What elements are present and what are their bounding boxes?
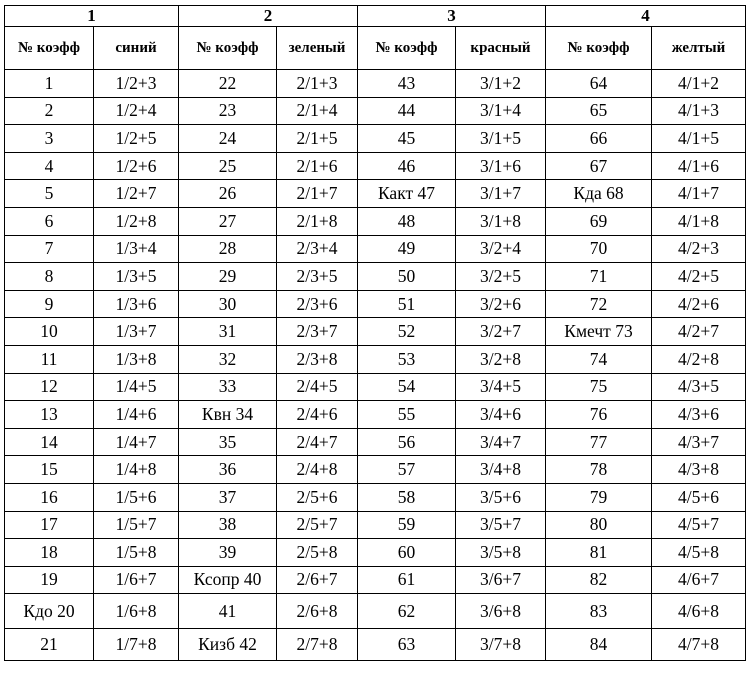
color-combination-cell: 3/5+6 <box>456 483 546 511</box>
color-combination-cell: 2/6+8 <box>277 594 358 629</box>
color-combination-cell: 4/2+8 <box>652 345 746 373</box>
color-combination-cell: 2/1+4 <box>277 97 358 125</box>
coef-number-cell: 37 <box>179 483 277 511</box>
color-combination-cell: 2/3+7 <box>277 318 358 346</box>
coef-number-cell: 25 <box>179 152 277 180</box>
coef-number-cell: 41 <box>179 594 277 629</box>
color-combination-cell: 1/2+8 <box>94 207 179 235</box>
coef-number-cell: 52 <box>358 318 456 346</box>
color-combination-cell: 2/4+8 <box>277 456 358 484</box>
color-combination-cell: 1/3+5 <box>94 263 179 291</box>
group-header: 1 <box>5 6 179 27</box>
table-row <box>5 180 746 208</box>
table-row <box>5 152 746 180</box>
color-combination-cell: 2/4+6 <box>277 401 358 429</box>
color-combination-cell: 3/1+8 <box>456 207 546 235</box>
coef-number-cell: 33 <box>179 373 277 401</box>
coef-number-cell: 13 <box>5 401 94 429</box>
coef-number-cell: 7 <box>5 235 94 263</box>
coef-number-cell: 80 <box>546 511 652 539</box>
coef-number-cell: 69 <box>546 207 652 235</box>
coef-number-cell: 31 <box>179 318 277 346</box>
table-row <box>5 483 746 511</box>
group-header: 4 <box>546 6 746 27</box>
color-combination-cell: 2/4+7 <box>277 428 358 456</box>
color-combination-cell: 1/2+6 <box>94 152 179 180</box>
color-combination-cell: 2/1+5 <box>277 125 358 153</box>
coef-number-cell: 64 <box>546 70 652 98</box>
coef-number-cell: 19 <box>5 566 94 594</box>
coef-number-cell: 45 <box>358 125 456 153</box>
coef-number-cell: 1 <box>5 70 94 98</box>
color-combination-cell: 1/3+6 <box>94 290 179 318</box>
table-row <box>5 511 746 539</box>
table-row <box>5 594 746 629</box>
coef-number-cell: 46 <box>358 152 456 180</box>
color-combination-cell: 4/2+5 <box>652 263 746 291</box>
coef-number-cell: 71 <box>546 263 652 291</box>
coef-number-cell: 81 <box>546 539 652 567</box>
coef-number-cell: Квн 34 <box>179 401 277 429</box>
table-row <box>5 97 746 125</box>
color-combination-cell: 2/1+6 <box>277 152 358 180</box>
coef-number-cell: 29 <box>179 263 277 291</box>
color-combination-cell: 2/4+5 <box>277 373 358 401</box>
column-header: № коэфф <box>5 27 94 70</box>
group-header: 3 <box>358 6 546 27</box>
coef-number-cell: 61 <box>358 566 456 594</box>
color-combination-cell: 4/5+6 <box>652 483 746 511</box>
color-combination-cell: 4/1+7 <box>652 180 746 208</box>
coef-number-cell: 53 <box>358 345 456 373</box>
color-combination-cell: 1/5+8 <box>94 539 179 567</box>
column-header: синий <box>94 27 179 70</box>
color-combination-cell: 3/4+5 <box>456 373 546 401</box>
coef-number-cell: 72 <box>546 290 652 318</box>
coef-number-cell: 84 <box>546 629 652 661</box>
color-combination-cell: 4/3+6 <box>652 401 746 429</box>
coef-number-cell: 28 <box>179 235 277 263</box>
coef-number-cell: 35 <box>179 428 277 456</box>
color-combination-cell: 4/1+3 <box>652 97 746 125</box>
coef-number-cell: 4 <box>5 152 94 180</box>
color-combination-cell: 4/1+5 <box>652 125 746 153</box>
table-row <box>5 428 746 456</box>
table-row <box>5 70 746 98</box>
coef-number-cell: 36 <box>179 456 277 484</box>
coef-number-cell: 12 <box>5 373 94 401</box>
color-combination-cell: 3/1+7 <box>456 180 546 208</box>
color-combination-cell: 1/2+4 <box>94 97 179 125</box>
column-header: № коэфф <box>179 27 277 70</box>
column-header-row <box>5 27 746 70</box>
color-combination-cell: 4/1+6 <box>652 152 746 180</box>
coef-number-cell: 27 <box>179 207 277 235</box>
color-combination-cell: 1/4+6 <box>94 401 179 429</box>
coef-number-cell: 67 <box>546 152 652 180</box>
color-combination-cell: 3/4+8 <box>456 456 546 484</box>
color-combination-cell: 3/6+8 <box>456 594 546 629</box>
coef-number-cell: 54 <box>358 373 456 401</box>
coef-number-cell: 48 <box>358 207 456 235</box>
coef-number-cell: 10 <box>5 318 94 346</box>
color-combination-cell: 4/2+3 <box>652 235 746 263</box>
coef-number-cell: Какт 47 <box>358 180 456 208</box>
color-combination-cell: 1/6+8 <box>94 594 179 629</box>
coef-number-cell: 38 <box>179 511 277 539</box>
coef-number-cell: 21 <box>5 629 94 661</box>
color-combination-cell: 4/3+7 <box>652 428 746 456</box>
color-combination-cell: 4/3+5 <box>652 373 746 401</box>
color-combination-cell: 4/2+7 <box>652 318 746 346</box>
table-row <box>5 629 746 661</box>
color-combination-cell: 4/5+7 <box>652 511 746 539</box>
color-combination-cell: 2/5+8 <box>277 539 358 567</box>
color-combination-cell: 1/5+7 <box>94 511 179 539</box>
coef-number-cell: Кда 68 <box>546 180 652 208</box>
coef-number-cell: 58 <box>358 483 456 511</box>
coef-number-cell: 55 <box>358 401 456 429</box>
coefficient-table <box>4 5 746 661</box>
color-combination-cell: 2/3+6 <box>277 290 358 318</box>
color-combination-cell: 1/3+7 <box>94 318 179 346</box>
coef-number-cell: 30 <box>179 290 277 318</box>
column-header: № коэфф <box>358 27 456 70</box>
color-combination-cell: 4/6+8 <box>652 594 746 629</box>
column-header: красный <box>456 27 546 70</box>
color-combination-cell: 4/5+8 <box>652 539 746 567</box>
coef-number-cell: 18 <box>5 539 94 567</box>
color-combination-cell: 4/2+6 <box>652 290 746 318</box>
group-header: 2 <box>179 6 358 27</box>
color-combination-cell: 3/2+8 <box>456 345 546 373</box>
color-combination-cell: 4/1+8 <box>652 207 746 235</box>
color-combination-cell: 4/3+8 <box>652 456 746 484</box>
color-combination-cell: 2/1+8 <box>277 207 358 235</box>
column-header: желтый <box>652 27 746 70</box>
coef-number-cell: 50 <box>358 263 456 291</box>
coef-number-cell: 79 <box>546 483 652 511</box>
coef-number-cell: 74 <box>546 345 652 373</box>
coef-number-cell: Кизб 42 <box>179 629 277 661</box>
table-row <box>5 263 746 291</box>
color-combination-cell: 2/1+7 <box>277 180 358 208</box>
table-row <box>5 125 746 153</box>
coef-number-cell: 75 <box>546 373 652 401</box>
coef-number-cell: 5 <box>5 180 94 208</box>
coef-number-cell: 77 <box>546 428 652 456</box>
color-combination-cell: 2/5+7 <box>277 511 358 539</box>
coef-number-cell: 56 <box>358 428 456 456</box>
color-combination-cell: 3/5+8 <box>456 539 546 567</box>
table-body <box>5 70 746 661</box>
table-row <box>5 539 746 567</box>
coef-number-cell: 83 <box>546 594 652 629</box>
coef-number-cell: 15 <box>5 456 94 484</box>
coef-number-cell: 2 <box>5 97 94 125</box>
table-row <box>5 456 746 484</box>
table-row <box>5 207 746 235</box>
color-combination-cell: 3/7+8 <box>456 629 546 661</box>
color-combination-cell: 3/5+7 <box>456 511 546 539</box>
color-combination-cell: 1/2+7 <box>94 180 179 208</box>
coef-number-cell: 14 <box>5 428 94 456</box>
coef-number-cell: 49 <box>358 235 456 263</box>
table-row <box>5 318 746 346</box>
coef-number-cell: 39 <box>179 539 277 567</box>
color-combination-cell: 4/1+2 <box>652 70 746 98</box>
coef-number-cell: 70 <box>546 235 652 263</box>
table-row <box>5 566 746 594</box>
coef-number-cell: 43 <box>358 70 456 98</box>
column-header: зеленый <box>277 27 358 70</box>
color-combination-cell: 3/1+5 <box>456 125 546 153</box>
color-combination-cell: 1/4+5 <box>94 373 179 401</box>
color-combination-cell: 1/7+8 <box>94 629 179 661</box>
color-combination-cell: 3/1+2 <box>456 70 546 98</box>
coef-number-cell: 17 <box>5 511 94 539</box>
coef-number-cell: 63 <box>358 629 456 661</box>
color-combination-cell: 1/3+8 <box>94 345 179 373</box>
coef-number-cell: 22 <box>179 70 277 98</box>
coef-number-cell: 32 <box>179 345 277 373</box>
table-row <box>5 235 746 263</box>
color-combination-cell: 2/7+8 <box>277 629 358 661</box>
coef-number-cell: 65 <box>546 97 652 125</box>
coef-number-cell: 59 <box>358 511 456 539</box>
color-combination-cell: 3/1+4 <box>456 97 546 125</box>
color-combination-cell: 1/2+3 <box>94 70 179 98</box>
color-combination-cell: 2/3+8 <box>277 345 358 373</box>
coef-number-cell: 16 <box>5 483 94 511</box>
table-row <box>5 373 746 401</box>
coef-number-cell: Кмечт 73 <box>546 318 652 346</box>
coef-number-cell: 6 <box>5 207 94 235</box>
coef-number-cell: 60 <box>358 539 456 567</box>
coef-number-cell: Кдо 20 <box>5 594 94 629</box>
color-combination-cell: 3/4+6 <box>456 401 546 429</box>
color-combination-cell: 1/6+7 <box>94 566 179 594</box>
column-header: № коэфф <box>546 27 652 70</box>
coef-number-cell: 57 <box>358 456 456 484</box>
color-combination-cell: 3/1+6 <box>456 152 546 180</box>
table-row <box>5 345 746 373</box>
color-combination-cell: 3/2+4 <box>456 235 546 263</box>
color-combination-cell: 2/3+5 <box>277 263 358 291</box>
color-combination-cell: 1/5+6 <box>94 483 179 511</box>
coef-number-cell: Ксопр 40 <box>179 566 277 594</box>
table-row <box>5 290 746 318</box>
color-combination-cell: 2/5+6 <box>277 483 358 511</box>
coef-number-cell: 3 <box>5 125 94 153</box>
coef-number-cell: 76 <box>546 401 652 429</box>
coef-number-cell: 23 <box>179 97 277 125</box>
color-combination-cell: 3/2+7 <box>456 318 546 346</box>
color-combination-cell: 2/6+7 <box>277 566 358 594</box>
color-combination-cell: 3/6+7 <box>456 566 546 594</box>
coef-number-cell: 44 <box>358 97 456 125</box>
color-combination-cell: 3/4+7 <box>456 428 546 456</box>
table-row <box>5 401 746 429</box>
color-combination-cell: 4/6+7 <box>652 566 746 594</box>
color-combination-cell: 4/7+8 <box>652 629 746 661</box>
coef-number-cell: 78 <box>546 456 652 484</box>
coef-number-cell: 9 <box>5 290 94 318</box>
coef-number-cell: 24 <box>179 125 277 153</box>
coef-number-cell: 51 <box>358 290 456 318</box>
coef-number-cell: 62 <box>358 594 456 629</box>
coef-number-cell: 66 <box>546 125 652 153</box>
coef-number-cell: 8 <box>5 263 94 291</box>
color-combination-cell: 1/3+4 <box>94 235 179 263</box>
color-combination-cell: 2/3+4 <box>277 235 358 263</box>
coef-number-cell: 82 <box>546 566 652 594</box>
coef-number-cell: 11 <box>5 345 94 373</box>
color-combination-cell: 1/2+5 <box>94 125 179 153</box>
color-combination-cell: 1/4+7 <box>94 428 179 456</box>
color-combination-cell: 2/1+3 <box>277 70 358 98</box>
coef-number-cell: 26 <box>179 180 277 208</box>
color-combination-cell: 1/4+8 <box>94 456 179 484</box>
color-combination-cell: 3/2+5 <box>456 263 546 291</box>
group-header-row <box>5 6 746 27</box>
color-combination-cell: 3/2+6 <box>456 290 546 318</box>
